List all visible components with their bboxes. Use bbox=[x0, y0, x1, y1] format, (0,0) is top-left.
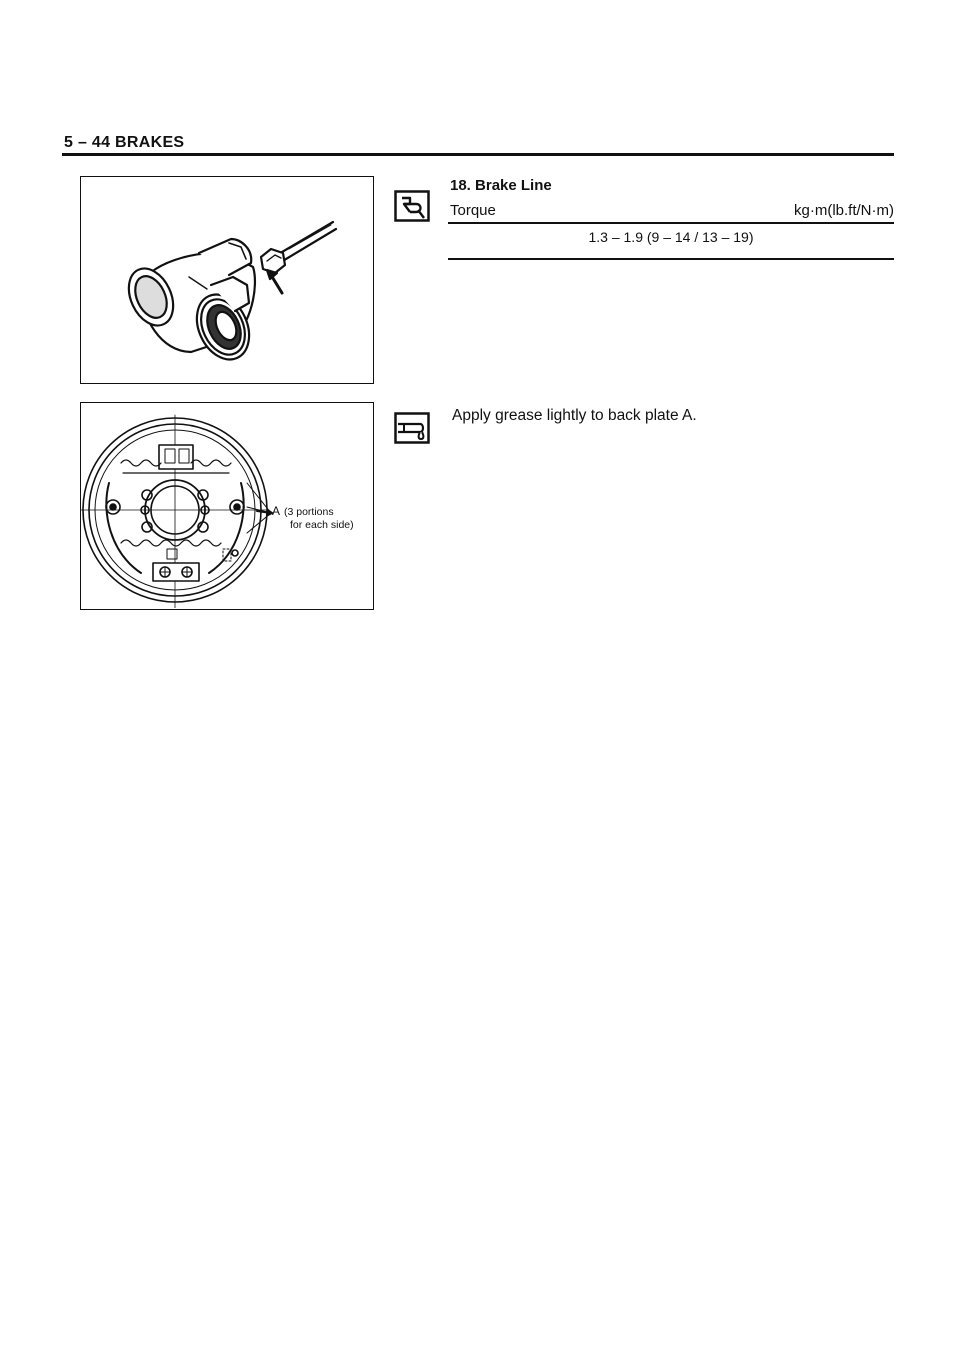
wheel-cylinder-figure bbox=[80, 176, 374, 384]
spec-value: 1.3 – 1.9 (9 – 14 / 13 – 19) bbox=[588, 229, 754, 245]
callout-line1: (3 portions bbox=[284, 506, 334, 518]
back-plate-figure bbox=[80, 402, 374, 610]
spec-unit: kg·m(lb.ft/N·m) bbox=[794, 202, 894, 219]
item-title bbox=[450, 177, 552, 194]
callout-line2: for each side) bbox=[290, 519, 354, 531]
spec-label: Torque bbox=[450, 202, 496, 219]
grease-instruction: Apply grease lightly to back plate A. bbox=[452, 407, 697, 424]
spec-rule-top bbox=[448, 222, 894, 224]
item-number: 18. bbox=[450, 177, 471, 194]
header-rule bbox=[62, 153, 894, 156]
spec-rule-bottom bbox=[448, 258, 894, 260]
wheel-cylinder-illustration bbox=[81, 177, 372, 382]
spec-header-row bbox=[450, 202, 894, 219]
callout-a-label: A bbox=[272, 504, 281, 518]
torque-wrench-icon bbox=[394, 190, 430, 227]
item-name: Brake Line bbox=[475, 177, 552, 194]
grease-icon bbox=[394, 412, 430, 449]
page-header-title: 5 – 44 BRAKES bbox=[64, 134, 185, 151]
